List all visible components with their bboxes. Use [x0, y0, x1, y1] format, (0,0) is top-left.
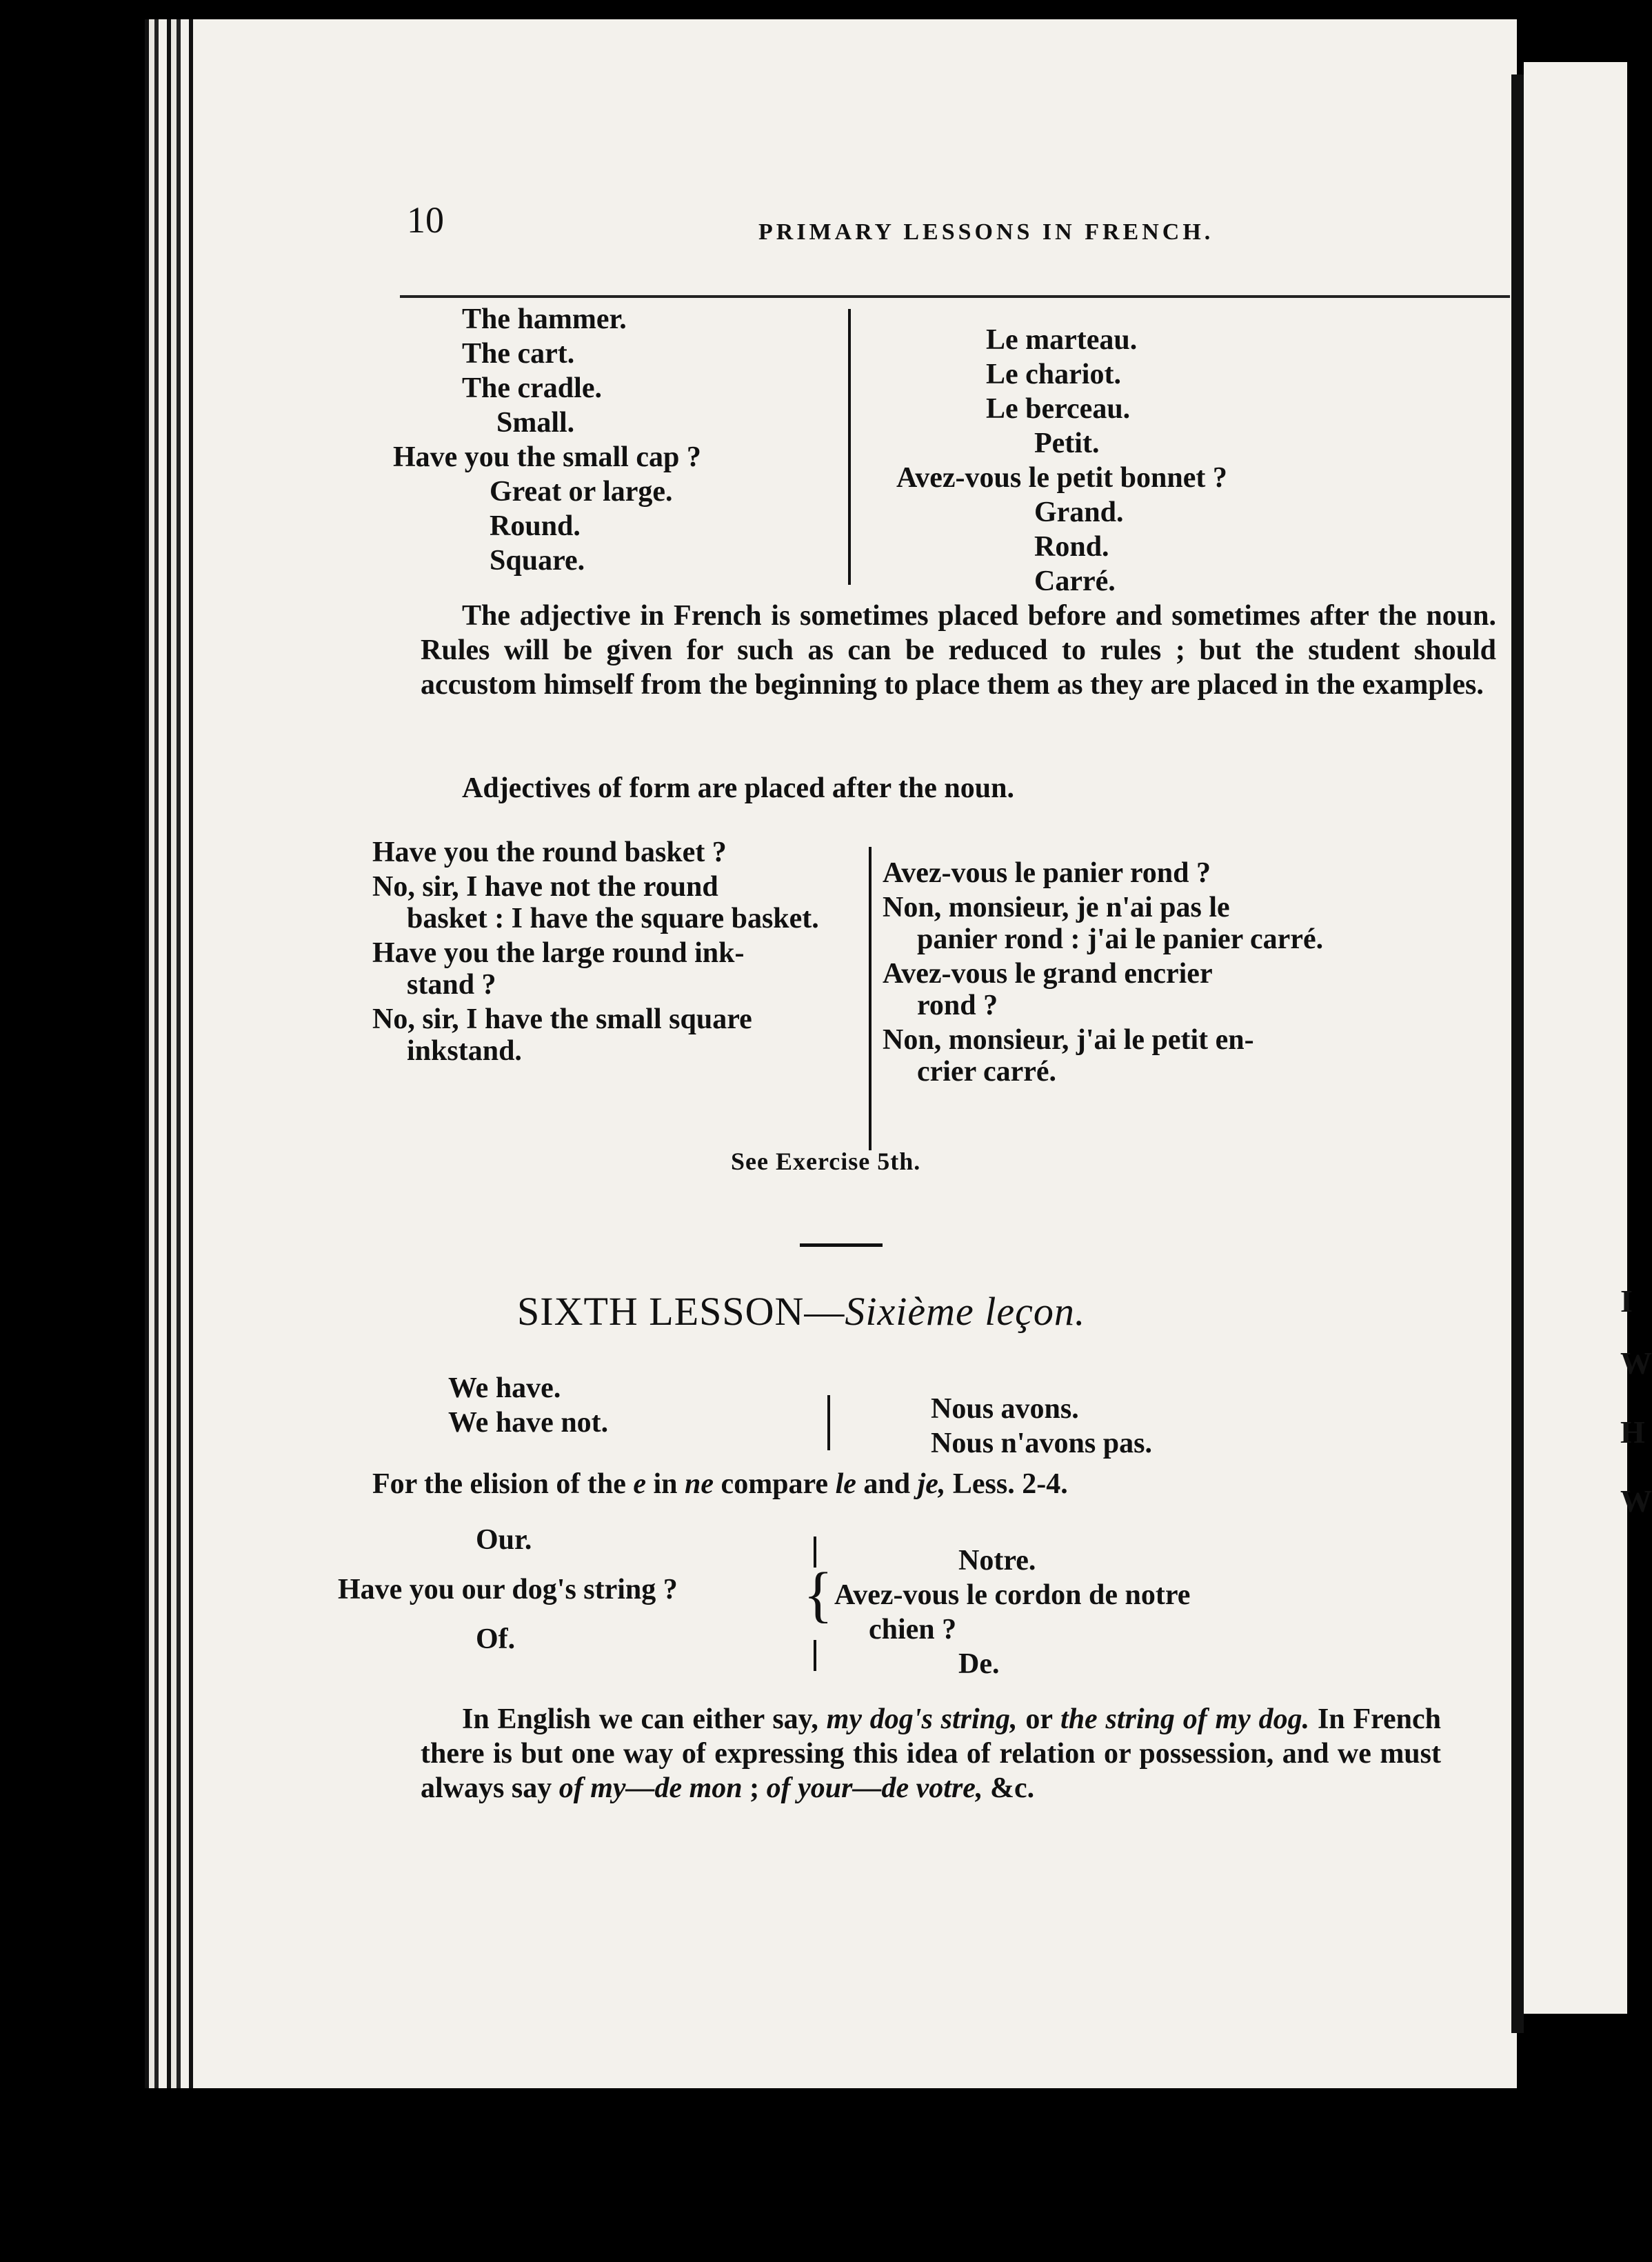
dialog-french [883, 857, 1351, 1090]
column-divider [814, 1640, 816, 1671]
dialog-line: Avez-vous le grand encrier [883, 958, 1213, 990]
page-edge [1511, 74, 1524, 2033]
paragraph-text: The adjective in French is sometimes placed before and sometimes after the noun. Rules will be given for such as can be reduced to rules ; but the student should accustom himself from the beginning to place them as they are placed in the examples. [421, 600, 1496, 701]
section-rule [800, 1243, 883, 1247]
note-text: ne [685, 1468, 714, 1500]
dialog-line: rond ? [917, 990, 998, 1021]
vocab-line: Our. [476, 1524, 532, 1556]
vocab-line: Avez-vous le cordon de notre [834, 1579, 1191, 1611]
dialog-entry [883, 857, 1351, 889]
vocab-line: Le berceau. [986, 393, 1131, 425]
vocab-line: De. [958, 1648, 1000, 1680]
elision-note [372, 1468, 1068, 1501]
vocab3-french [834, 1543, 1358, 1681]
dialog-entry [883, 1024, 1351, 1088]
vocab-line: Have you the small cap ? [393, 441, 701, 473]
dialog-entry [372, 837, 855, 868]
paragraph-text: of my—de mon [558, 1772, 743, 1804]
vocab-line: Great or large. [490, 476, 673, 508]
dialog-line: Have you the round basket ? [372, 837, 727, 868]
exercise-reference: See Exercise 5th. [731, 1148, 921, 1175]
dialog-entry [372, 1003, 855, 1067]
paragraph-text: ; [742, 1772, 767, 1804]
dialog-line: inkstand. [407, 1035, 522, 1067]
vocab-line: Avez-vous le petit bonnet ? [896, 462, 1227, 494]
lesson-title [517, 1288, 1085, 1334]
book-binding [145, 19, 193, 2088]
vocab-line: Nous avons. [931, 1393, 1079, 1425]
paragraph-text: my dog's string, [826, 1703, 1018, 1735]
vocab-line: The cart. [462, 338, 575, 370]
dialog-line: crier carré. [917, 1056, 1057, 1088]
book-page [145, 19, 1517, 2088]
dialog-entry [372, 937, 855, 1001]
vocab-line: We have not. [448, 1407, 609, 1439]
note-text: in [646, 1468, 685, 1500]
vocab-line: We have. [448, 1372, 561, 1404]
dialog-line: Non, monsieur, je n'ai pas le [883, 892, 1230, 923]
dialog-entry [883, 958, 1351, 1021]
adjective-form-note [421, 771, 1496, 805]
dialog-line: Avez-vous le panier rond ? [883, 857, 1211, 889]
note-text: Less. 2-4. [945, 1468, 1068, 1500]
vocab-line: Small. [496, 407, 575, 439]
vocab-line: The cradle. [462, 372, 602, 404]
vocab-line: Of. [476, 1623, 516, 1655]
dialog-line: basket : I have the square basket. [407, 903, 819, 934]
margin-letter: W [1620, 1345, 1652, 1381]
note-text: compare [714, 1468, 836, 1500]
vocab1-french [896, 323, 1379, 599]
margin-letter: I [1620, 1283, 1633, 1319]
dialog-line: stand ? [407, 969, 496, 1001]
vocab-line: Grand. [1034, 497, 1124, 528]
vocab-line: Petit. [1034, 428, 1100, 459]
paragraph-text: Adjectives of form are placed after the noun. [462, 772, 1014, 804]
column-divider [848, 309, 851, 585]
vocab-line: Notre. [958, 1545, 1036, 1577]
lesson-title-english: SIXTH LESSON— [517, 1289, 845, 1334]
vocab-line: Le chariot. [986, 359, 1121, 390]
dialog-line: No, sir, I have the small square [372, 1003, 752, 1035]
dialog-line: Non, monsieur, j'ai le petit en- [883, 1024, 1254, 1056]
paragraph-text: In English we can either say, [462, 1703, 827, 1735]
vocab-line: Le marteau. [986, 324, 1138, 356]
dialog-english [372, 837, 855, 1070]
dialog-entry [372, 871, 855, 934]
column-divider [827, 1395, 830, 1450]
vocab-line: Square. [490, 545, 585, 577]
running-head [407, 199, 1510, 261]
vocab-line: chien ? [869, 1614, 957, 1645]
vocab-line: Round. [490, 510, 581, 542]
note-text: For the elision of the [372, 1468, 634, 1500]
vocab-line: Rond. [1034, 531, 1109, 563]
vocab3-english [338, 1523, 876, 1657]
adjective-paragraph [421, 599, 1496, 702]
column-divider [869, 847, 872, 1150]
vocab2-english [448, 1371, 793, 1440]
header-rule [400, 295, 1510, 298]
paragraph-text: the string of my dog. [1060, 1703, 1310, 1735]
dialog-line: No, sir, I have not the round [372, 871, 718, 903]
dialog-entry [883, 892, 1351, 955]
dialog-line: Have you the large round ink- [372, 937, 745, 969]
lesson-title-french: Sixième leçon. [845, 1289, 1086, 1334]
note-text: and [856, 1468, 918, 1500]
note-text: le [835, 1468, 856, 1500]
page-number: 10 [407, 199, 444, 241]
possession-paragraph [421, 1702, 1441, 1805]
brace-symbol: { [803, 1561, 834, 1629]
margin-letter: H [1620, 1414, 1645, 1450]
paragraph-text: of your—de votre, [766, 1772, 983, 1804]
paragraph-text: &c. [983, 1772, 1035, 1804]
note-text: e [633, 1468, 647, 1500]
paragraph-text: In French there is but one way of expressing this idea of relation or possession, and we must always say [421, 1703, 1442, 1804]
vocab1-english [393, 302, 820, 578]
margin-letter: W [1620, 1483, 1652, 1519]
note-text: je, [917, 1468, 946, 1500]
vocab-line: Carré. [1034, 566, 1116, 597]
adjacent-page-strip [1524, 62, 1652, 2014]
paragraph-text: or [1017, 1703, 1061, 1735]
vocab-line: Nous n'avons pas. [931, 1428, 1152, 1459]
vocab-line: Have you our dog's string ? [338, 1574, 678, 1605]
vocab2-french [931, 1392, 1276, 1461]
running-title: PRIMARY LESSONS IN FRENCH. [758, 219, 1214, 245]
dialog-line: panier rond : j'ai le panier carré. [917, 923, 1324, 955]
vocab-line: The hammer. [462, 303, 627, 335]
